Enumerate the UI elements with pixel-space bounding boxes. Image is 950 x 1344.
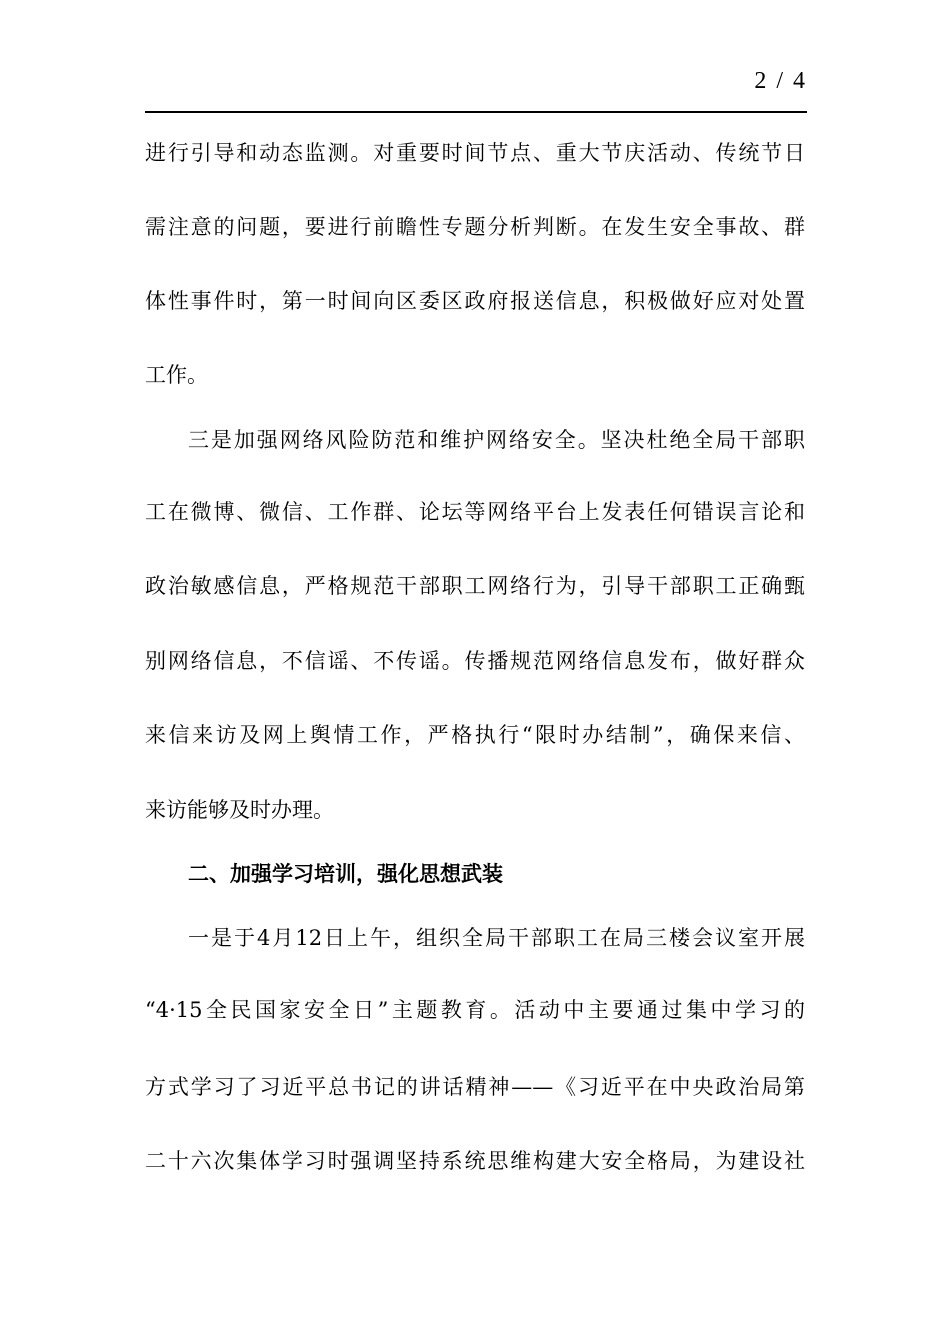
text-line: 别网络信息，不信谣、不传谣。传播规范网络信息发布，做好群众 xyxy=(145,649,805,673)
text-line: 进行引导和动态监测。对重要时间节点、重大节庆活动、传统节日 xyxy=(145,141,805,165)
text-line: 方式学习了习近平总书记的讲话精神——《习近平在中央政治局第 xyxy=(145,1075,805,1099)
text-line: 政治敏感信息，严格规范干部职工网络行为，引导干部职工正确甄 xyxy=(145,574,805,598)
text-line: 二十六次集体学习时强调坚持系统思维构建大安全格局，为建设社 xyxy=(145,1149,805,1173)
text-line: 来访能够及时办理。 xyxy=(145,798,334,822)
header-rule xyxy=(145,111,807,113)
text-line: 工在微博、微信、工作群、论坛等网络平台上发表任何错误言论和 xyxy=(145,500,805,524)
text-line: 一是于4月12日上午，组织全局干部职工在局三楼会议室开展 xyxy=(188,926,805,950)
section-heading: 二、加强学习培训，强化思想武装 xyxy=(188,862,503,886)
text-line: 体性事件时，第一时间向区委区政府报送信息，积极做好应对处置 xyxy=(145,289,805,313)
text-line: “4·15全民国家安全日”主题教育。活动中主要通过集中学习的 xyxy=(145,998,805,1022)
text-line: 三是加强网络风险防范和维护网络安全。坚决杜绝全局干部职 xyxy=(188,428,805,452)
text-line: 需注意的问题，要进行前瞻性专题分析判断。在发生安全事故、群 xyxy=(145,215,805,239)
text-line: 工作。 xyxy=(145,363,208,387)
text-line: 来信来访及网上舆情工作，严格执行“限时办结制”，确保来信、 xyxy=(145,723,805,747)
page-number: 2 / 4 xyxy=(754,68,807,94)
